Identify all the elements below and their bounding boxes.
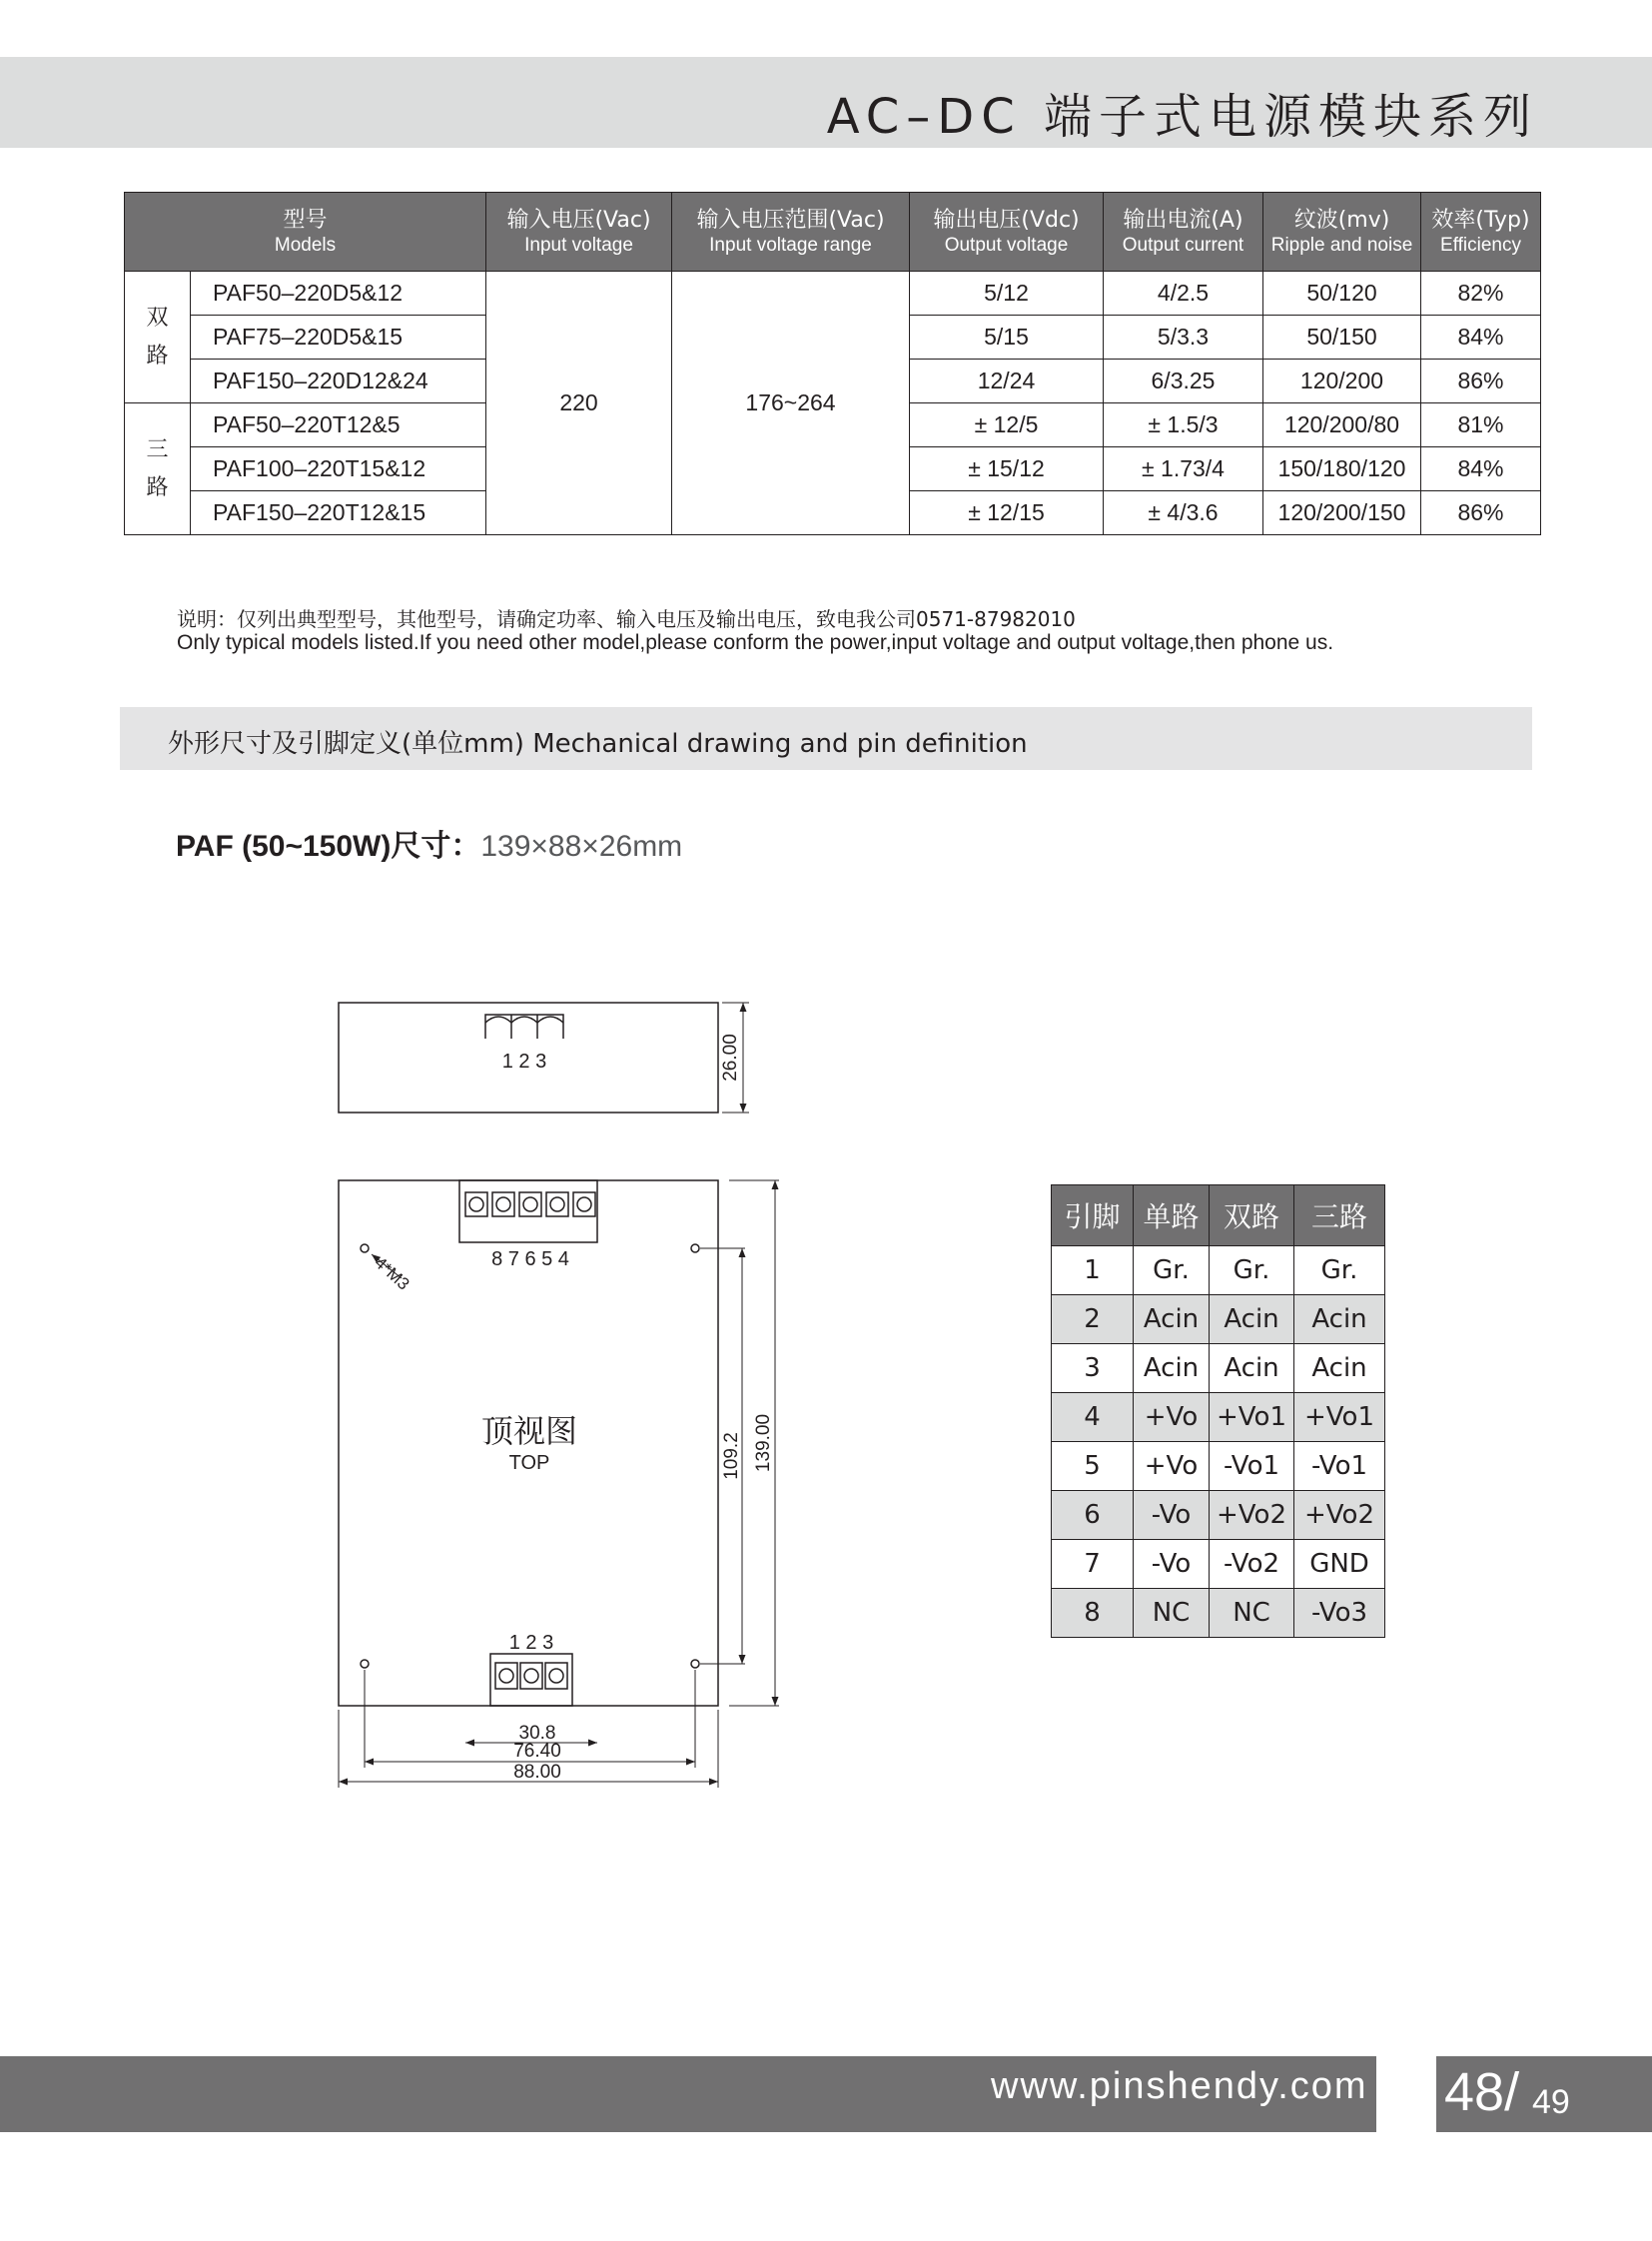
ripple-cell: 150/180/120 — [1263, 447, 1421, 491]
pin-header: 三路 — [1294, 1185, 1385, 1246]
header-output-current: 输出电流(A) Output current — [1104, 193, 1263, 272]
page-current: 48/ — [1444, 2062, 1520, 2122]
center-label-en: TOP — [508, 1452, 550, 1474]
header-output-voltage: 输出电压(Vdc) Output voltage — [910, 193, 1104, 272]
eff-cell: 84% — [1421, 447, 1541, 491]
ripple-cell: 50/120 — [1263, 272, 1421, 316]
pin-header: 单路 — [1134, 1185, 1210, 1246]
iout-cell: ± 1.5/3 — [1104, 403, 1263, 447]
input-range-cell: 176~264 — [672, 272, 910, 535]
iout-cell: 5/3.3 — [1104, 316, 1263, 360]
page-total: 49 — [1532, 2083, 1570, 2121]
pin-row — [1052, 1589, 1385, 1638]
side-pin-numbers: 1 2 3 — [501, 1051, 547, 1073]
model-cell: PAF75–220D5&15 — [191, 316, 486, 360]
pin-cell: 3 — [1052, 1344, 1134, 1393]
pin-row — [1052, 1491, 1385, 1540]
header-models: 型号 Models — [125, 193, 486, 272]
pin-cell: GND — [1294, 1540, 1385, 1589]
pin-cell: +Vo2 — [1210, 1491, 1294, 1540]
eff-cell: 82% — [1421, 272, 1541, 316]
iout-cell: ± 1.73/4 — [1104, 447, 1263, 491]
pin-cell: Gr. — [1134, 1246, 1210, 1295]
dim-109: 109.2 — [721, 1432, 742, 1480]
pin-cell: 7 — [1052, 1540, 1134, 1589]
model-cell: PAF50–220T12&5 — [191, 403, 486, 447]
mounting-hole-icon — [361, 1660, 369, 1668]
vout-cell: 12/24 — [910, 360, 1104, 403]
pin-row — [1052, 1442, 1385, 1491]
pin-cell: NC — [1134, 1589, 1210, 1638]
center-label-zh: 顶视图 — [480, 1412, 578, 1450]
footer-url-link[interactable]: www.pinshendy.com — [991, 2065, 1368, 2107]
pin-cell: 8 — [1052, 1589, 1134, 1638]
ripple-cell: 50/150 — [1263, 316, 1421, 360]
pin-cell: 4 — [1052, 1393, 1134, 1442]
hole-label: 4*M3 — [371, 1252, 413, 1294]
pin-cell: +Vo — [1134, 1393, 1210, 1442]
dim-side-height: 26.00 — [720, 1034, 741, 1082]
vout-cell: ± 15/12 — [910, 447, 1104, 491]
pin-cell: 2 — [1052, 1295, 1134, 1344]
pin-row — [1052, 1393, 1385, 1442]
vout-cell: 5/12 — [910, 272, 1104, 316]
iout-cell: 4/2.5 — [1104, 272, 1263, 316]
dim-139: 139.00 — [753, 1413, 774, 1473]
pin-cell: -Vo3 — [1294, 1589, 1385, 1638]
size-dims: 139×88×26mm — [480, 830, 683, 863]
pin-cell: +Vo — [1134, 1442, 1210, 1491]
section-title: 外形尺寸及引脚定义(单位mm) Mechanical drawing and pin definition — [168, 729, 1028, 759]
pin-cell: -Vo1 — [1294, 1442, 1385, 1491]
spec-table — [124, 192, 1541, 535]
pin-row — [1052, 1295, 1385, 1344]
iout-cell: ± 4/3.6 — [1104, 491, 1263, 535]
pin-cell: Acin — [1134, 1344, 1210, 1393]
ripple-cell: 120/200/150 — [1263, 491, 1421, 535]
group-triple: 三 路 — [125, 403, 191, 535]
ripple-cell: 120/200/80 — [1263, 403, 1421, 447]
note-english: Only typical models listed.If you need other model,please conform the power,input voltage and output voltage,then phone us. — [177, 631, 1334, 654]
spec-header-row — [125, 193, 1541, 272]
vout-cell: 5/15 — [910, 316, 1104, 360]
upper-pin-numbers: 8 7 6 5 4 — [491, 1248, 569, 1270]
pin-cell: Gr. — [1294, 1246, 1385, 1295]
mounting-hole-icon — [361, 1244, 369, 1252]
pin-cell: +Vo1 — [1294, 1393, 1385, 1442]
size-model: PAF (50~150W)尺寸 — [176, 830, 451, 863]
size-line — [176, 821, 682, 865]
eff-cell: 81% — [1421, 403, 1541, 447]
dim-30: 30.8 — [518, 1723, 556, 1744]
pin-cell: -Vo — [1134, 1540, 1210, 1589]
input-voltage-cell: 220 — [486, 272, 672, 535]
ripple-cell: 120/200 — [1263, 360, 1421, 403]
mounting-hole-icon — [691, 1244, 699, 1252]
model-cell: PAF150–220T12&15 — [191, 491, 486, 535]
size-colon: ： — [450, 830, 481, 863]
header-efficiency: 效率(Typ) Efficiency — [1421, 193, 1541, 272]
lower-pin-numbers: 1 2 3 — [508, 1632, 554, 1654]
pin-cell: Acin — [1210, 1295, 1294, 1344]
pin-cell: 1 — [1052, 1246, 1134, 1295]
model-cell: PAF50–220D5&12 — [191, 272, 486, 316]
pin-header-row — [1052, 1185, 1385, 1246]
eff-cell: 86% — [1421, 491, 1541, 535]
pin-row — [1052, 1246, 1385, 1295]
pin-cell: NC — [1210, 1589, 1294, 1638]
eff-cell: 86% — [1421, 360, 1541, 403]
eff-cell: 84% — [1421, 316, 1541, 360]
header-input-range: 输入电压范围(Vac) Input voltage range — [672, 193, 910, 272]
pin-cell: 5 — [1052, 1442, 1134, 1491]
pin-table — [1051, 1184, 1385, 1638]
pin-header: 双路 — [1210, 1185, 1294, 1246]
mechanical-drawing — [310, 979, 829, 1818]
table-row — [125, 272, 1541, 316]
pin-cell: +Vo1 — [1210, 1393, 1294, 1442]
pin-cell: +Vo2 — [1294, 1491, 1385, 1540]
model-cell: PAF100–220T15&12 — [191, 447, 486, 491]
pin-row — [1052, 1344, 1385, 1393]
iout-cell: 6/3.25 — [1104, 360, 1263, 403]
group-dual: 双 路 — [125, 272, 191, 403]
pin-cell: -Vo2 — [1210, 1540, 1294, 1589]
vout-cell: ± 12/15 — [910, 491, 1104, 535]
dim-76: 76.40 — [513, 1741, 561, 1762]
pin-cell: Acin — [1294, 1295, 1385, 1344]
pin-cell: Acin — [1210, 1344, 1294, 1393]
side-terminal-block — [485, 1015, 563, 1039]
header-input-voltage: 输入电压(Vac) Input voltage — [486, 193, 672, 272]
pin-cell: Gr. — [1210, 1246, 1294, 1295]
header-ripple: 纹波(mv) Ripple and noise — [1263, 193, 1421, 272]
pin-row — [1052, 1540, 1385, 1589]
note-chinese: 说明：仅列出典型型号，其他型号，请确定功率、输入电压及输出电压，致电我公司0571-87982010 — [177, 607, 1076, 631]
pin-cell: -Vo — [1134, 1491, 1210, 1540]
page-title: AC–DC 端子式电源模块系列 — [826, 89, 1538, 145]
vout-cell: ± 12/5 — [910, 403, 1104, 447]
pin-cell: 6 — [1052, 1491, 1134, 1540]
terminal-block-upper — [459, 1180, 597, 1242]
dim-88: 88.00 — [513, 1762, 561, 1783]
pin-cell: -Vo1 — [1210, 1442, 1294, 1491]
pin-cell: Acin — [1294, 1344, 1385, 1393]
terminal-block-lower — [490, 1654, 572, 1706]
pin-cell: Acin — [1134, 1295, 1210, 1344]
pin-header: 引脚 — [1052, 1185, 1134, 1246]
mounting-hole-icon — [691, 1660, 699, 1668]
model-cell: PAF150–220D12&24 — [191, 360, 486, 403]
